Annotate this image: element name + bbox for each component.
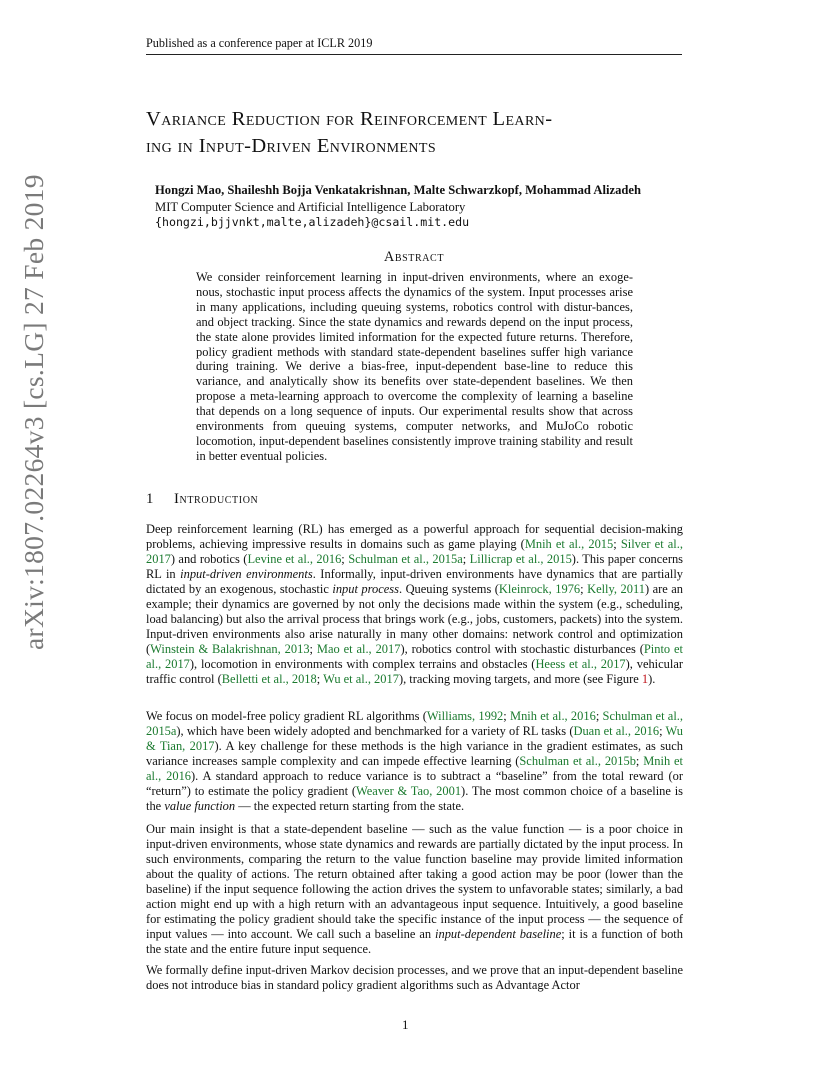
citation-link[interactable]: Kleinrock, 1976	[498, 581, 581, 596]
paragraph-text: ;	[659, 723, 666, 738]
citation-link[interactable]: Weaver & Tao, 2001	[356, 783, 462, 798]
arxiv-stamp[interactable]: arXiv:1807.02264v3 [cs.LG] 27 Feb 2019	[18, 174, 49, 650]
citation-link[interactable]: Wu & Tian, 2017	[146, 723, 684, 753]
citation-link[interactable]: Winstein & Balakrishnan, 2013	[150, 641, 310, 656]
paragraph-text: — the expected return starting from the state.	[235, 798, 465, 813]
author-email[interactable]: {hongzi,bjjvnkt,malte,alizadeh}@csail.mit.edu	[155, 215, 470, 229]
citation-link[interactable]: Schulman et al., 2015b	[519, 753, 636, 768]
citation-link[interactable]: Silver et al., 2017	[146, 536, 683, 566]
emphasis-text: input-driven environments	[180, 566, 313, 581]
citation-link[interactable]: Mnih et al., 2016	[510, 709, 596, 723]
section-number: 1	[146, 491, 154, 507]
citation-link[interactable]: Wu et al., 2017	[323, 671, 399, 686]
title-line-2: ing in Input-Driven Environments	[146, 135, 437, 157]
paragraph-text: ), tracking moving targets, and more (see Figure	[398, 671, 642, 686]
emphasis-text: input-dependent baseline	[435, 926, 562, 941]
citation-link[interactable]: Lillicrap et al., 2015	[469, 551, 572, 566]
paragraph-text: ). A key challenge for these methods is the high variance in the gradient estimates, as such variance increases sample complexity and can impede effective learning (	[146, 738, 683, 768]
citation-link[interactable]: Schulman et al., 2015a	[146, 709, 683, 738]
paragraph-text: ;	[341, 551, 349, 566]
title-line-1: Variance Reduction for Reinforcement Learn-	[146, 108, 553, 130]
citation-link[interactable]: Williams, 1992	[426, 709, 504, 723]
citation-link[interactable]: Kelly, 2011	[587, 581, 645, 596]
paragraph-text: ;	[595, 709, 603, 723]
citation-link[interactable]: Levine et al., 2016	[247, 551, 342, 566]
header-rule	[146, 54, 682, 55]
paragraph-text: ), vehicular traffic control (	[146, 656, 683, 686]
emphasis-text: input process	[332, 581, 399, 596]
paragraph-4: We formally define input-driven Markov decision processes, and we prove that an input-dependent baseline does not introduce bias in standard policy gradient algorithms such as Advantage Actor	[146, 963, 683, 992]
paragraph-text: ;	[309, 641, 317, 656]
arxiv-stamp-container	[18, 174, 62, 652]
paragraph-text: . Informally, input-driven environments have dynamics that are partially dictated by an exogenous, stochastic	[146, 566, 684, 596]
author-list: Hongzi Mao, Shaileshh Bojja Venkatakrishnan, Malte Schwarzkopf, Mohammad Alizadeh	[155, 183, 641, 197]
paragraph-text: ), which have been widely adopted and benchmarked for a variety of RL tasks (	[176, 723, 574, 738]
abstract-text: We consider reinforcement learning in input-driven environments, where an exoge-nous, stochastic input process affects the dynamics of the system. Input processes arise in many applications, including queuing systems, robotics control with distur-bances, and object tracking. Since the state dynamics and rewards depend on the input process, the state alone provides limited information for the expected future returns. Therefore, policy gradient methods with standard state-dependent baselines suffer high variance during training. We derive a bias-free, input-dependent base-line to reduce this variance, and analytically show its benefits over state-dependent baselines. We then propose a meta-learning approach to overcome the complexity of learning a baseline that depends on a long sequence of inputs. Our experimental results show that across environments from queuing systems, computer networks, and MuJoCo robotic locomotion, input-dependent baselines consistently improve training stability and result in better eventual policies.	[196, 270, 633, 463]
paragraph-text: ). This paper concerns RL in	[146, 551, 684, 581]
paragraph-text: We focus on model-free policy gradient RL algorithms (	[146, 709, 427, 723]
citation-link[interactable]: Schulman et al., 2015a	[348, 551, 463, 566]
paragraph-text: ), robotics control with stochastic disturbances (	[400, 641, 644, 656]
citation-link[interactable]: Duan et al., 2016	[573, 723, 660, 738]
paragraph-text: ).	[648, 671, 656, 686]
paragraph-text: ) and robotics (	[170, 551, 248, 566]
paragraph-text: ;	[462, 551, 470, 566]
citation-link[interactable]: Mao et al., 2017	[316, 641, 401, 656]
citation-link[interactable]: Mnih et al., 2015	[524, 536, 614, 551]
paragraph-text: Our main insight is that a state-dependent baseline — such as the value function — is a poor choice in input-driven environments, whose state dynamics and rewards are partially dictated by the input process. In such environments, comparing the return to the value function baseline may provide limited information about the quality of actions. The return obtained after taking a good action may be poor (lower than the baseline) if the input sequence following the action drives the system to unfavorable states; similarly, a bad action might end up with a high return with an advantageous input sequence. Intuitively, a good baseline for estimating the policy gradient should take the specific instance of the input process — the sequence of input values — into account. We call such a baseline an	[146, 822, 683, 941]
abstract-heading: Abstract	[383, 249, 445, 265]
paragraph-text: ). A standard approach to reduce variance is to subtract a “baseline” from the total reward (or “return”) to estimate the policy gradient (	[146, 768, 683, 798]
citation-link[interactable]: Belletti et al., 2018	[221, 671, 317, 686]
paragraph-text: ;	[503, 709, 511, 723]
affiliation: MIT Computer Science and Artificial Intelligence Laboratory	[155, 200, 466, 214]
paragraph-text: ;	[635, 753, 644, 768]
citation-link[interactable]: Heess et al., 2017	[535, 656, 626, 671]
citation-link[interactable]: Pinto et al., 2017	[146, 641, 683, 671]
paragraph-text: ) are an example; their dynamics are governed by not only the decisions made within the system (e.g., scheduling, load balancing) but also the arrival process that brings work (e.g., jobs, customers, packets) into the system. Input-driven environments also arise naturally in many other domains: network control and optimization (	[146, 581, 683, 656]
emphasis-text: value function	[164, 798, 236, 813]
citation-link[interactable]: Mnih et al., 2016	[146, 753, 683, 783]
paragraph-1	[146, 522, 683, 686]
paragraph-text: ;	[580, 581, 588, 596]
page-number: 1	[402, 1017, 409, 1032]
paragraph-text: Deep reinforcement learning (RL) has emerged as a powerful approach for sequential decision-making problems, achieving impressive results in domains such as game playing (	[146, 522, 683, 551]
section-title: Introduction	[174, 491, 259, 507]
paper-title	[146, 106, 706, 160]
paragraph-2	[146, 709, 683, 814]
paragraph-text: ;	[316, 671, 324, 686]
paragraph-text: ), locomotion in environments with complex terrains and obstacles (	[189, 656, 536, 671]
paragraph-text: ;	[613, 536, 621, 551]
paragraph-text: . Queuing systems (	[398, 581, 499, 596]
figure-reference-link[interactable]: 1	[641, 671, 649, 686]
paragraph-text: ; it is a function of both the state and the entire future input sequence.	[146, 926, 683, 956]
paragraph-text: ). The most common choice of a baseline is the	[146, 783, 683, 813]
paragraph-3	[146, 822, 683, 957]
running-header: Published as a conference paper at ICLR 2019	[146, 36, 373, 50]
section-heading-introduction	[146, 491, 258, 508]
